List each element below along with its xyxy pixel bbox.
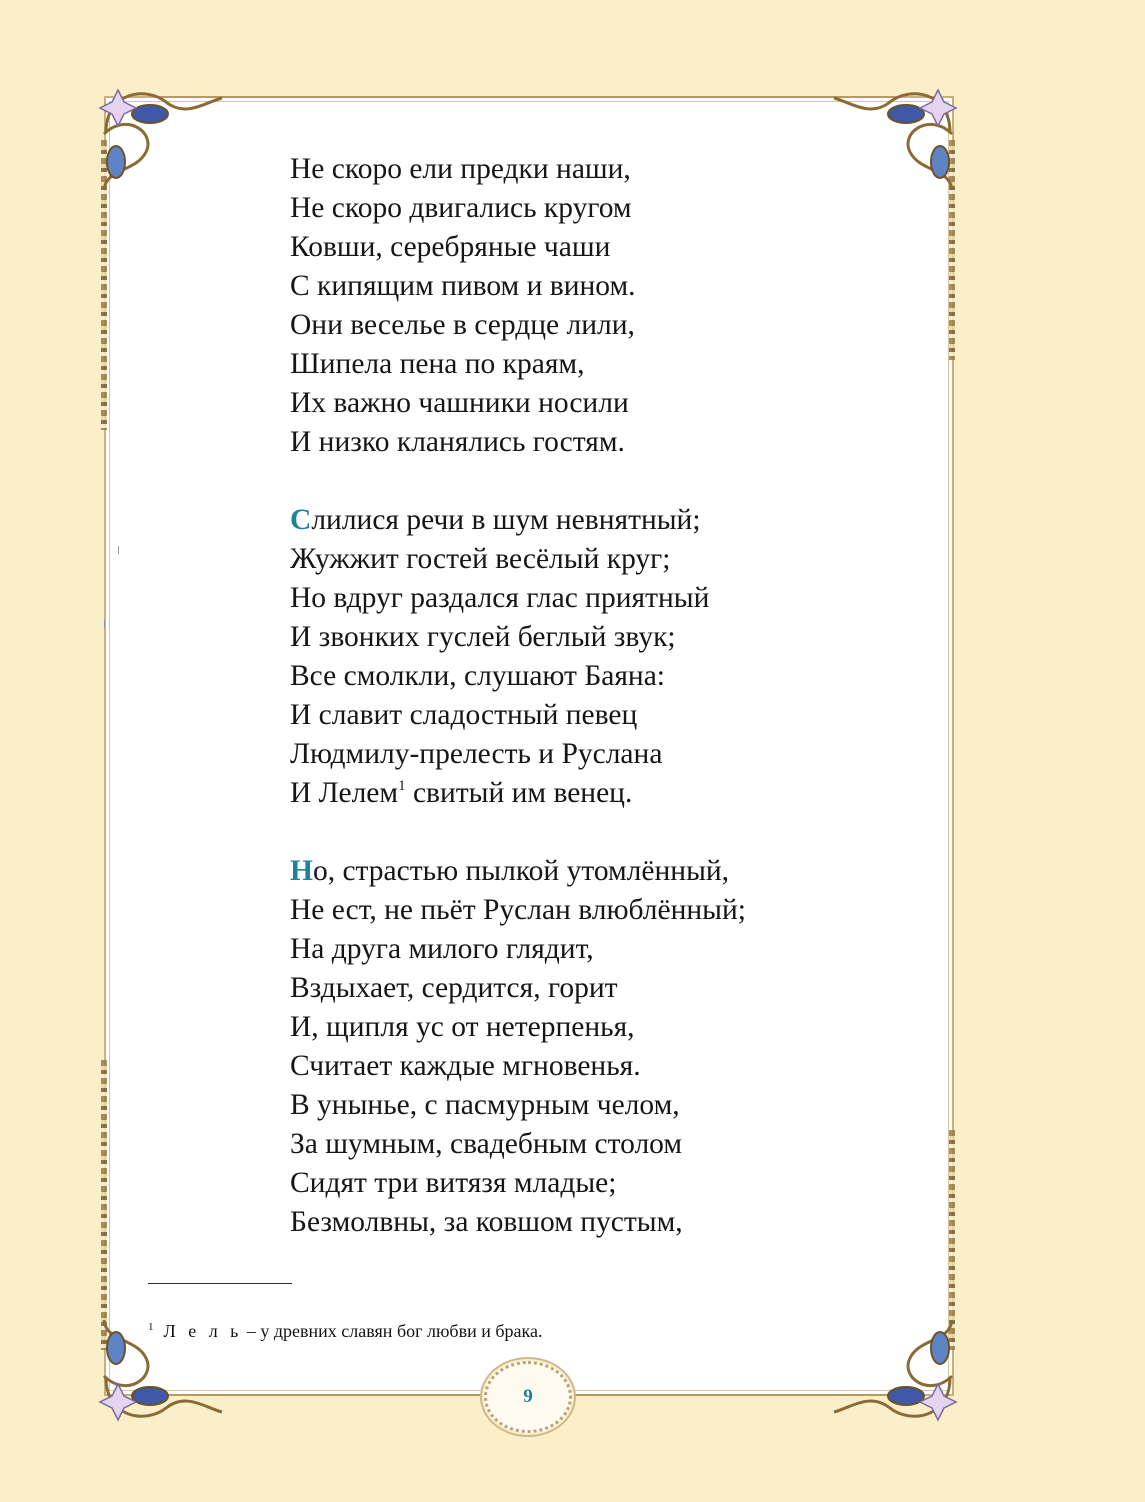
- corner-ornament-bottom-right: [830, 1318, 970, 1438]
- corner-ornament-top-left: [86, 72, 226, 192]
- poem-line: Сидят три витязя младые;: [290, 1167, 617, 1199]
- poem-line: На друга милого глядит,: [290, 933, 594, 965]
- margin-tick: [118, 546, 119, 554]
- line-text: свитый им венец.: [405, 777, 633, 809]
- footnote: [148, 1321, 542, 1342]
- poem: [290, 150, 930, 1281]
- poem-line-with-footnote: [290, 774, 930, 813]
- poem-line: С кипящим пивом и вином.: [290, 270, 636, 302]
- chain-ornament-left-bottom: [101, 1060, 107, 1350]
- poem-line-rest: лилися речи в шум невнятный;: [311, 504, 701, 536]
- margin-tick: [104, 620, 105, 628]
- footnote-text: – у древних славян бог любви и брака.: [242, 1321, 543, 1341]
- poem-line: Их важно чашники носили: [290, 387, 629, 419]
- poem-line: Но вдруг раздался глас приятный: [290, 582, 710, 614]
- poem-line: Жужжит гостей весёлый круг;: [290, 543, 671, 575]
- page-number-badge: [484, 1361, 572, 1433]
- poem-line: И звонких гуслей беглый звук;: [290, 621, 676, 653]
- poem-line-first: [290, 852, 930, 891]
- poem-line: Шипела пена по краям,: [290, 348, 585, 380]
- poem-line: В унынье, с пасмурным челом,: [290, 1089, 680, 1121]
- poem-line: Не скоро двигались кругом: [290, 192, 632, 224]
- poem-line: Вздыхает, сердится, горит: [290, 972, 618, 1004]
- page-number: 9: [523, 1386, 533, 1407]
- line-text: И Лелем: [290, 777, 399, 809]
- poem-line: И славит сладостный певец: [290, 699, 638, 731]
- poem-line-first: [290, 501, 930, 540]
- footnote-divider: [148, 1283, 292, 1284]
- poem-line: Не скоро ели предки наши,: [290, 153, 631, 185]
- poem-line: Они веселье в сердце лили,: [290, 309, 635, 341]
- drop-cap: Н: [290, 855, 313, 887]
- drop-cap: С: [290, 504, 312, 536]
- poem-line: И низко кланялись гостям.: [290, 426, 625, 458]
- footnote-term: Л е л ь: [163, 1321, 243, 1341]
- stanza-1: [290, 150, 930, 462]
- chain-ornament-right-bottom: [949, 1130, 955, 1350]
- footnote-ref[interactable]: 1: [398, 778, 406, 794]
- poem-line: И, щипля ус от нетерпенья,: [290, 1011, 635, 1043]
- frame-top-border: [160, 96, 900, 98]
- footnote-mark: 1: [148, 1321, 154, 1333]
- stanza-2: [290, 501, 930, 813]
- poem-line-rest: о, страстью пылкой утомлённый,: [312, 855, 730, 887]
- stanza-3: [290, 852, 930, 1242]
- poem-line: Все смолкли, слушают Баяна:: [290, 660, 666, 692]
- poem-line: Людмилу-прелесть и Руслана: [290, 738, 663, 770]
- poem-line: Считает каждые мгновенья.: [290, 1050, 641, 1082]
- poem-line: Безмолвны, за ковшом пустым,: [290, 1206, 683, 1238]
- poem-line: Не ест, не пьёт Руслан влюблённый;: [290, 894, 746, 926]
- poem-line: Ковши, серебряные чаши: [290, 231, 611, 263]
- poem-line: За шумным, свадебным столом: [290, 1128, 683, 1160]
